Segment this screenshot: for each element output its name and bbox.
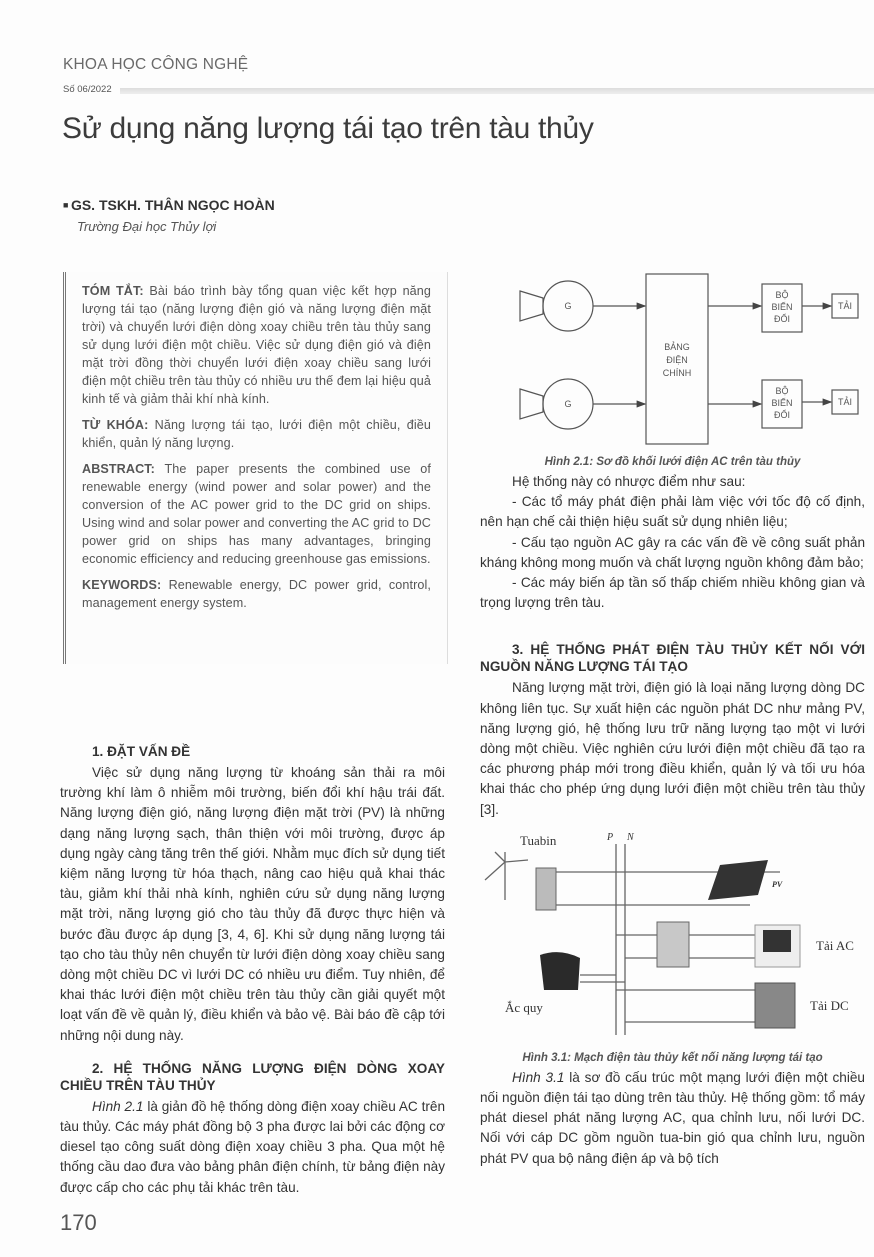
dc-load-label: Tải DC <box>810 997 849 1013</box>
pv-panel-icon <box>708 860 768 900</box>
converter-label: ĐỔI <box>773 410 791 420</box>
article-title: Sử dụng năng lượng tái tạo trên tàu thủy <box>62 112 594 145</box>
abstract-box <box>63 272 448 664</box>
issue-number: Số 06/2022 <box>63 84 112 95</box>
disadvantage-item: - Các tổ máy phát điện phải làm việc với tốc độ cố định, nên hạn chế cải thiện hiệu suất sử dụng nhiên liệu; <box>480 494 865 530</box>
turbine-icon-1 <box>520 291 543 321</box>
battery-label: Ắc quy <box>505 999 543 1015</box>
board-label: ĐIỆN <box>666 355 688 365</box>
load-label: TẢI <box>837 397 853 407</box>
converter-label: BIẾN <box>771 302 793 312</box>
section-1-heading: 1. ĐẶT VẤN ĐỀ <box>92 744 191 759</box>
section-1-body: Việc sử dụng năng lượng từ khoáng sản thải ra môi trường khí làm ô nhiễm môi trường, biến đổi khí hậu trái đất. Năng lượng điện gió, năng lượng điện mặt trời (PV) là những dạng năng lượng sạch, thân thiện với môi trường, được áp dụng ngày càng tăng trên thế giới. Nhằm mục đích sử dụng tiết kiệm năng lượng từ hóa thạch, nâng cao hiệu quả khai thác tàu, giảm khí thải nhà kính, nghiên cứu sử dụng năng lượng mặt trời, năng lượng gió cho tàu thủy đã được thực hiện và bước đầu được áp dụng [3, 4, 6]. Khi sử dụng năng lượng tái tạo cho tàu thủy nên chuyển từ lưới điện dòng xoay chiều sang dòng một chiều DC vì lưới DC có nhiều ưu điểm. Tuy nhiên, để khai thác lưới điện một chiều trên tàu thủy cần giải quyết một loạt vấn đề về quản lý, điều khiển và bảo vệ. Bài báo đề cập tới những nội dung này. <box>60 765 445 1043</box>
right-column <box>480 270 865 1169</box>
left-column <box>60 743 445 1236</box>
section-3 <box>480 641 865 819</box>
inverter-icon <box>657 922 689 967</box>
turbine-label: Tuabin <box>520 832 557 848</box>
section-2-body: Hình 2.1 là giản đồ hệ thống dòng điện xoay chiều AC trên tàu thủy. Các máy phát đồng bộ 3 pha được lai bởi các động cơ diesel tạo công suất dòng điện xoay chiều 3 pha. Qua một hệ thống cầu dao đưa vào bảng phân điện chính, từ bảng điện này được cấp cho các phụ tải khác trên tàu. <box>60 1098 446 1195</box>
header-divider <box>120 88 874 94</box>
journal-section: KHOA HỌC CÔNG NGHỆ <box>63 56 249 73</box>
abstract-en: ABSTRACT: The paper presents the combined use of renewable energy (wind power and solar power) and the conversion of the AC power grid to the DC grid on ships. Using wind and solar power and converting the AC grid to DC power grid on ships has many advantages, bringing economic efficiency and reducing greenhouse gas emissions. <box>82 462 431 566</box>
bus-n-label: N <box>627 831 634 843</box>
author-affiliation: Trường Đại học Thủy lợi <box>77 219 217 234</box>
battery-icon <box>540 952 580 990</box>
generator-label: G <box>564 399 572 409</box>
keywords-vi: TỪ KHÓA: Năng lượng tái tạo, lưới điện một chiều, điều khiển, quản lý năng lượng. <box>82 418 431 450</box>
disadvantage-item: - Các máy biến áp tần số thấp chiếm nhiều không gian và trọng lượng trên tàu. <box>480 575 865 611</box>
pv-label: PV <box>772 879 783 889</box>
ac-load-label: Tải AC <box>816 937 854 953</box>
board-label: BẢNG <box>664 342 690 352</box>
load-label: TẢI <box>837 301 853 311</box>
rectifier-icon <box>536 868 556 910</box>
board-label: CHÍNH <box>662 368 692 378</box>
figure-3-1-circuit <box>480 830 870 1045</box>
figure-3-1-description: Hình 3.1 là sơ đồ cấu trúc một mạng lưới điện một chiều nối nguồn điện tái tạo dùng trên tàu thủy. Hệ thống gồm: tổ máy phát diesel phát năng lượng AC, qua chỉnh lưu, nối lưới DC. Nối với cáp DC gồm nguồn tua-bin gió qua chỉnh lưu, nguồn phát PV qua bộ nâng điện áp và bộ tích <box>480 1069 865 1166</box>
converter-label: BỘ <box>775 386 789 396</box>
section-3-body: Năng lượng mặt trời, điện gió là loại năng lượng dòng DC không liên tục. Sự xuất hiện các nguồn phát DC như mảng PV, năng lượng gió, hệ thống lưu trữ năng lượng tạo một vi lưới dòng một chiều. Việc nghiên cứu lưới điện một chiều đã tạo ra các phương pháp mới trong điều khiển, quản lý và tối ưu hóa khai thác cho phép ứng dụng lưới điện một chiều trên tàu thủy [3]. <box>480 680 865 817</box>
section-1 <box>60 743 445 1046</box>
converter-label: BIẾN <box>771 398 793 408</box>
figure-2-1-diagram <box>480 270 870 450</box>
bus-p-label: P <box>607 831 614 843</box>
figure-3-1-caption: Hình 3.1: Mạch điện tàu thủy kết nối năng lượng tái tạo <box>522 1051 823 1064</box>
keywords-en: KEYWORDS: Renewable energy, DC power grid, control, management energy system. <box>82 578 431 610</box>
generator-label: G <box>564 301 572 311</box>
disadvantages-intro: Hệ thống này có nhược điểm như sau: <box>512 474 746 489</box>
figure-2-1-caption: Hình 2.1: Sơ đồ khối lưới điện AC trên tàu thủy <box>544 456 801 468</box>
converter-label: ĐỔI <box>773 314 791 324</box>
author-name: ■ GS. TSKH. THÂN NGỌC HOÀN <box>63 197 275 213</box>
turbine-icon-2 <box>520 389 543 419</box>
page-number: 170 <box>60 1209 97 1235</box>
converter-label: BỘ <box>775 290 789 300</box>
section-2-heading: 2. HỆ THỐNG NĂNG LƯỢNG ĐIỆN DÒNG XOAY CHIỀU TRÊN TÀU THỦY <box>60 1060 445 1093</box>
abstract-vi: TÓM TẮT: Bài báo trình bày tổng quan việc kết hợp năng lượng tái tạo (năng lượng điện gió và năng lượng điện mặt trời) và chuyển lưới điện dòng xoay chiều trên tàu thủy sang sử dụng lưới điện một chiều. Việc sử dụng điện gió và điện mặt trời đồng thời chuyển lưới điện xoay chiều sang lưới điện một chiều trên tàu thủy có nhiều ưu thế đem lại hiệu quả kinh tế và giảm thải khí nhà kính. <box>82 284 431 406</box>
disadvantage-item: - Cấu tạo nguồn AC gây ra các vấn đề về công suất phản kháng không mong muốn và chất lượng nguồn không đảm bảo; <box>480 534 865 570</box>
section-3-heading: 3. HỆ THỐNG PHÁT ĐIỆN TÀU THỦY KẾT NỐI VỚI NGUỒN NĂNG LƯỢNG TÁI TẠO <box>480 642 865 675</box>
disadvantages <box>480 472 865 613</box>
section-2 <box>60 1060 445 1198</box>
dc-load-rack-icon <box>755 983 795 1028</box>
